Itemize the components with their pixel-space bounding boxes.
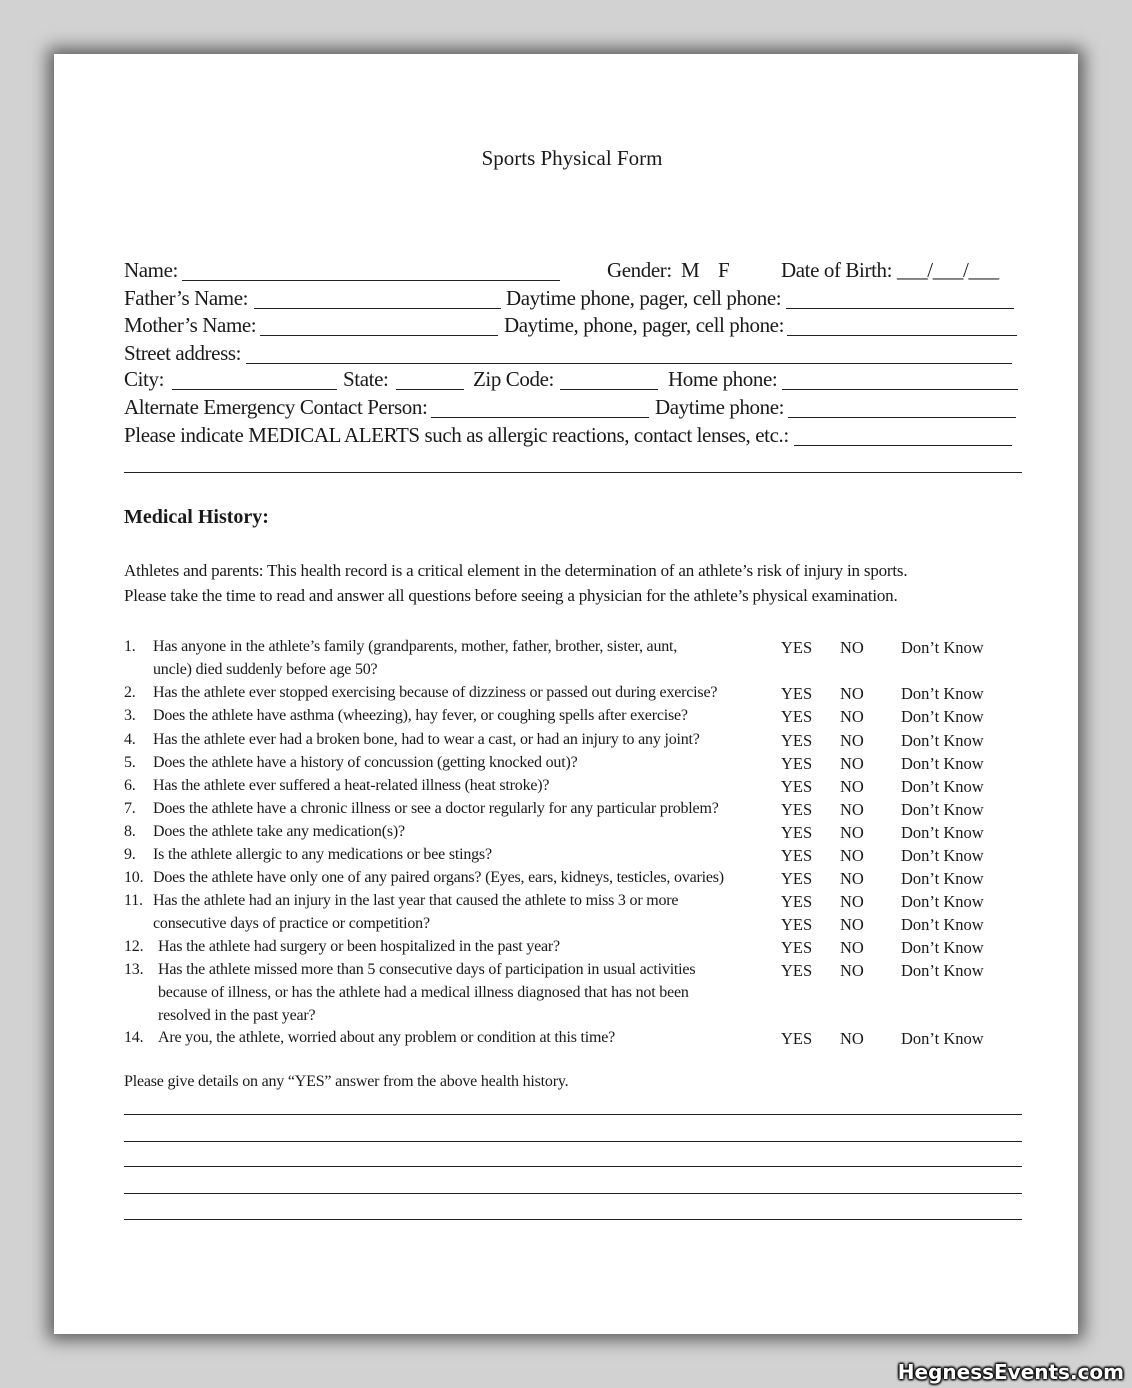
city-label: City: — [124, 367, 165, 391]
question-number: 9. — [124, 846, 136, 863]
details-line[interactable] — [124, 1193, 1022, 1194]
mother-phone-label: Daytime, phone, pager, cell phone: — [504, 313, 785, 337]
answer-no-option[interactable]: NO — [840, 684, 864, 703]
state-field[interactable] — [396, 389, 464, 390]
question-text: Has the athlete ever stopped exercising because of dizziness or passed out during exercise? — [153, 684, 718, 701]
answer-yes-option[interactable]: YES — [781, 707, 813, 726]
home-phone-field[interactable] — [782, 389, 1018, 390]
question-number: 3. — [124, 707, 136, 724]
question-text: Has the athlete ever suffered a heat-related illness (heat stroke)? — [153, 777, 550, 794]
answer-no-option[interactable]: NO — [840, 707, 864, 726]
answer-no-option[interactable]: NO — [840, 731, 864, 750]
question-number: 14. — [124, 1029, 144, 1046]
question-text: Is the athlete allergic to any medications or bee stings? — [153, 846, 492, 863]
gender-f-option[interactable]: F — [718, 258, 730, 282]
details-line[interactable] — [124, 1219, 1022, 1220]
question-text: Does the athlete have a chronic illness or see a doctor regularly for any particular problem? — [153, 800, 719, 817]
alt-contact-label: Alternate Emergency Contact Person: — [124, 395, 428, 419]
answer-no-option[interactable]: NO — [840, 869, 864, 888]
question-text: resolved in the past year? — [158, 1007, 316, 1024]
state-label: State: — [343, 367, 389, 391]
answer-no-option[interactable]: NO — [840, 915, 864, 934]
home-phone-label: Home phone: — [668, 367, 778, 391]
answer-yes-option[interactable]: YES — [781, 1029, 813, 1048]
medical-alerts-field[interactable] — [794, 445, 1012, 446]
question-text: Does the athlete have asthma (wheezing), hay fever, or coughing spells after exercise? — [153, 707, 688, 724]
answer-no-option[interactable]: NO — [840, 777, 864, 796]
answer-yes-option[interactable]: YES — [781, 892, 813, 911]
street-field[interactable] — [246, 363, 1012, 364]
details-line[interactable] — [124, 1141, 1022, 1142]
name-label: Name: — [124, 258, 178, 282]
answer-dont-know-option[interactable]: Don’t Know — [901, 823, 984, 842]
answer-no-option[interactable]: NO — [840, 892, 864, 911]
name-field[interactable] — [182, 280, 560, 281]
intro-text-line1: Athletes and parents: This health record is a critical element in the determination of an athlete’s risk of injury in sports. — [124, 561, 908, 580]
answer-yes-option[interactable]: YES — [781, 961, 813, 980]
question-number: 7. — [124, 800, 136, 817]
answer-yes-option[interactable]: YES — [781, 777, 813, 796]
answer-yes-option[interactable]: YES — [781, 684, 813, 703]
gender-m-option[interactable]: M — [681, 258, 700, 282]
answer-no-option[interactable]: NO — [840, 1029, 864, 1048]
answer-dont-know-option[interactable]: Don’t Know — [901, 961, 984, 980]
question-text: Has the athlete ever had a broken bone, had to wear a cast, or had an injury to any joint? — [153, 731, 700, 748]
alt-phone-field[interactable] — [788, 417, 1016, 418]
answer-no-option[interactable]: NO — [840, 823, 864, 842]
answer-no-option[interactable]: NO — [840, 961, 864, 980]
answer-dont-know-option[interactable]: Don’t Know — [901, 754, 984, 773]
question-text: Does the athlete have a history of concussion (getting knocked out)? — [153, 754, 578, 771]
medical-alerts-label: Please indicate MEDICAL ALERTS such as allergic reactions, contact lenses, etc.: — [124, 423, 789, 447]
answer-dont-know-option[interactable]: Don’t Know — [901, 638, 984, 657]
mother-phone-field[interactable] — [787, 335, 1017, 336]
question-text: consecutive days of practice or competition? — [153, 915, 430, 932]
dob-label: Date of Birth: — [781, 258, 893, 282]
question-text: Has the athlete had surgery or been hospitalized in the past year? — [158, 938, 560, 955]
question-number: 4. — [124, 731, 136, 748]
question-text: Are you, the athlete, worried about any problem or condition at this time? — [158, 1029, 616, 1046]
zip-label: Zip Code: — [473, 367, 554, 391]
answer-dont-know-option[interactable]: Don’t Know — [901, 684, 984, 703]
alt-contact-field[interactable] — [431, 417, 649, 418]
question-text: Has the athlete missed more than 5 consecutive days of participation in usual activities — [158, 961, 696, 978]
answer-no-option[interactable]: NO — [840, 638, 864, 657]
answer-no-option[interactable]: NO — [840, 800, 864, 819]
medical-alerts-field-line2[interactable] — [124, 472, 1022, 473]
zip-field[interactable] — [560, 389, 658, 390]
city-field[interactable] — [172, 389, 337, 390]
answer-dont-know-option[interactable]: Don’t Know — [901, 938, 984, 957]
form-page — [54, 54, 1078, 1334]
answer-yes-option[interactable]: YES — [781, 800, 813, 819]
answer-dont-know-option[interactable]: Don’t Know — [901, 892, 984, 911]
question-number: 2. — [124, 684, 136, 701]
answer-yes-option[interactable]: YES — [781, 938, 813, 957]
answer-yes-option[interactable]: YES — [781, 754, 813, 773]
answer-dont-know-option[interactable]: Don’t Know — [901, 707, 984, 726]
answer-no-option[interactable]: NO — [840, 754, 864, 773]
question-text: uncle) died suddenly before age 50? — [153, 661, 378, 678]
mother-name-label: Mother’s Name: — [124, 313, 257, 337]
question-number: 8. — [124, 823, 136, 840]
father-phone-label: Daytime phone, pager, cell phone: — [506, 286, 782, 310]
question-text: Does the athlete have only one of any paired organs? (Eyes, ears, kidneys, testicles, ovaries) — [153, 869, 724, 886]
watermark: HegnessEvents.com — [897, 1360, 1124, 1384]
alt-phone-label: Daytime phone: — [655, 395, 785, 419]
answer-dont-know-option[interactable]: Don’t Know — [901, 777, 984, 796]
answer-dont-know-option[interactable]: Don’t Know — [901, 869, 984, 888]
question-number: 11. — [124, 892, 143, 909]
gender-label: Gender: — [607, 258, 672, 282]
question-number: 1. — [124, 638, 136, 655]
father-name-label: Father’s Name: — [124, 286, 249, 310]
details-line[interactable] — [124, 1166, 1022, 1167]
details-line[interactable] — [124, 1114, 1022, 1115]
medical-history-heading: Medical History: — [124, 506, 269, 528]
question-text: Has the athlete had an injury in the last year that caused the athlete to miss 3 or more — [153, 892, 679, 909]
answer-dont-know-option[interactable]: Don’t Know — [901, 731, 984, 750]
answer-dont-know-option[interactable]: Don’t Know — [901, 800, 984, 819]
answer-yes-option[interactable]: YES — [781, 915, 813, 934]
answer-yes-option[interactable]: YES — [781, 846, 813, 865]
question-number: 10. — [124, 869, 144, 886]
question-text: because of illness, or has the athlete had a medical illness diagnosed that has not been — [158, 984, 689, 1001]
question-text: Has anyone in the athlete’s family (grandparents, mother, father, brother, sister, aunt, — [153, 638, 678, 655]
answer-dont-know-option[interactable]: Don’t Know — [901, 915, 984, 934]
street-label: Street address: — [124, 341, 242, 365]
question-number: 12. — [124, 938, 144, 955]
father-name-field[interactable] — [254, 308, 501, 309]
mother-name-field[interactable] — [260, 335, 498, 336]
question-text: Does the athlete take any medication(s)? — [153, 823, 405, 840]
question-number: 13. — [124, 961, 144, 978]
form-title: Sports Physical Form — [481, 146, 663, 170]
question-number: 6. — [124, 777, 136, 794]
dob-field[interactable]: ___/___/___ — [897, 258, 999, 282]
answer-no-option[interactable]: NO — [840, 938, 864, 957]
question-number: 5. — [124, 754, 136, 771]
answer-yes-option[interactable]: YES — [781, 869, 813, 888]
answer-yes-option[interactable]: YES — [781, 638, 813, 657]
answer-dont-know-option[interactable]: Don’t Know — [901, 846, 984, 865]
answer-dont-know-option[interactable]: Don’t Know — [901, 1029, 984, 1048]
answer-no-option[interactable]: NO — [840, 846, 864, 865]
answer-yes-option[interactable]: YES — [781, 731, 813, 750]
answer-yes-option[interactable]: YES — [781, 823, 813, 842]
father-phone-field[interactable] — [786, 308, 1014, 309]
intro-text-line2: Please take the time to read and answer all questions before seeing a physician for the athlete’s physical examination. — [124, 586, 898, 605]
details-prompt: Please give details on any “YES” answer from the above health history. — [124, 1073, 569, 1090]
